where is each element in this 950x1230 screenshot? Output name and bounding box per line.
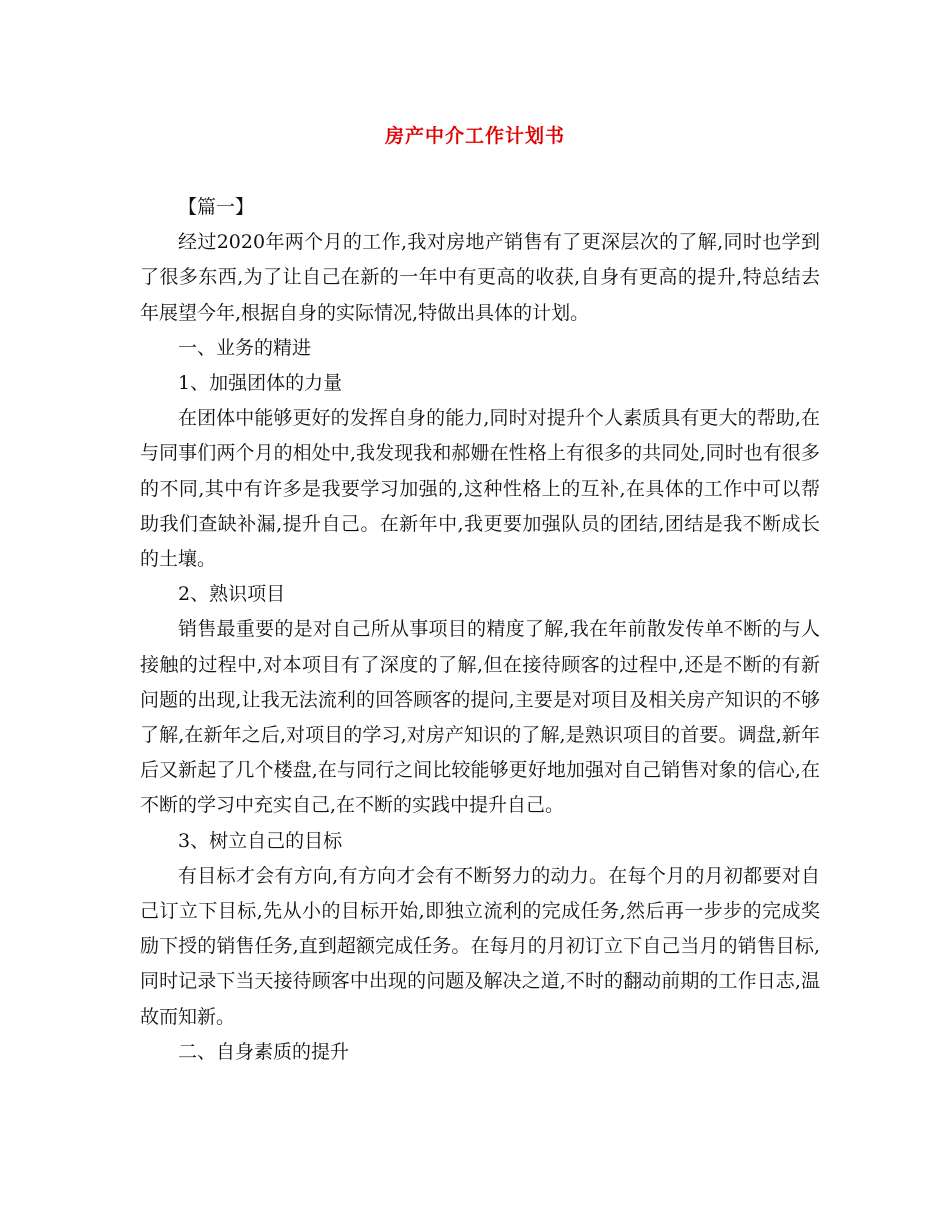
paragraph-know-project: 销售最重要的是对自己所从事项目的精度了解,我在年前散发传单不断的与人接触的过程中,对本项目有了深度的了解,但在接待顾客的过程中,还是不断的有新问题的出现,让我无法流利的回答顾客的提问,主要是对项目及相关房产知识的不够了解,在新年之后,对项目的学习,对房产知识的了解,是熟识项目的首要。调盘,新年后又新起了几个楼盘,在与同行之间比较能够更好地加强对自己销售对象的信心,在不断的学习中充实自己,在不断的实践中提升自己。 — [140, 618, 820, 817]
paragraph-team-strength: 在团体中能够更好的发挥自身的能力,同时对提升个人素质具有更大的帮助,在与同事们两个月的相处中,我发现我和郝姗在性格上有很多的共同处,同时也有很多的不同,其中有许多是我要学习加强的,这种性格上的互补,在具体的工作中可以帮助我们查缺补漏,提升自己。在新年中,我更要加强队员的团结,团结是我不断成长的土壤。 — [140, 407, 820, 571]
heading-self-improvement: 二、自身素质的提升 — [178, 1040, 350, 1063]
section-label-part-one: 【篇一】 — [178, 196, 255, 218]
subheading-know-project: 2、熟识项目 — [178, 583, 286, 606]
subheading-team-strength: 1、加强团体的力量 — [178, 372, 343, 395]
paragraph-set-goals: 有目标才会有方向,有方向才会有不断努力的动力。在每个月的月初都要对自己订立下目标,先从小的目标开始,即独立流利的完成任务,然后再一步步的完成奖励下授的销售任务,直到超额完成任务。在每月的月初订立下自己当月的销售目标,同时记录下当天接待顾客中出现的问题及解决之道,不时的翻动前期的工作日志,温故而知新。 — [140, 864, 820, 1028]
document-title: 房产中介工作计划书 — [384, 125, 565, 147]
intro-paragraph: 经过2020年两个月的工作,我对房地产销售有了更深层次的了解,同时也学到了很多东西,为了让自己在新的一年中有更高的收获,自身有更高的提升,特总结去年展望今年,根据自身的实际情况,特做出具体的计划。 — [140, 231, 820, 324]
document-body — [140, 190, 820, 1070]
subheading-set-goals: 3、树立自己的目标 — [178, 829, 343, 852]
heading-business-improvement: 一、业务的精进 — [178, 336, 312, 359]
